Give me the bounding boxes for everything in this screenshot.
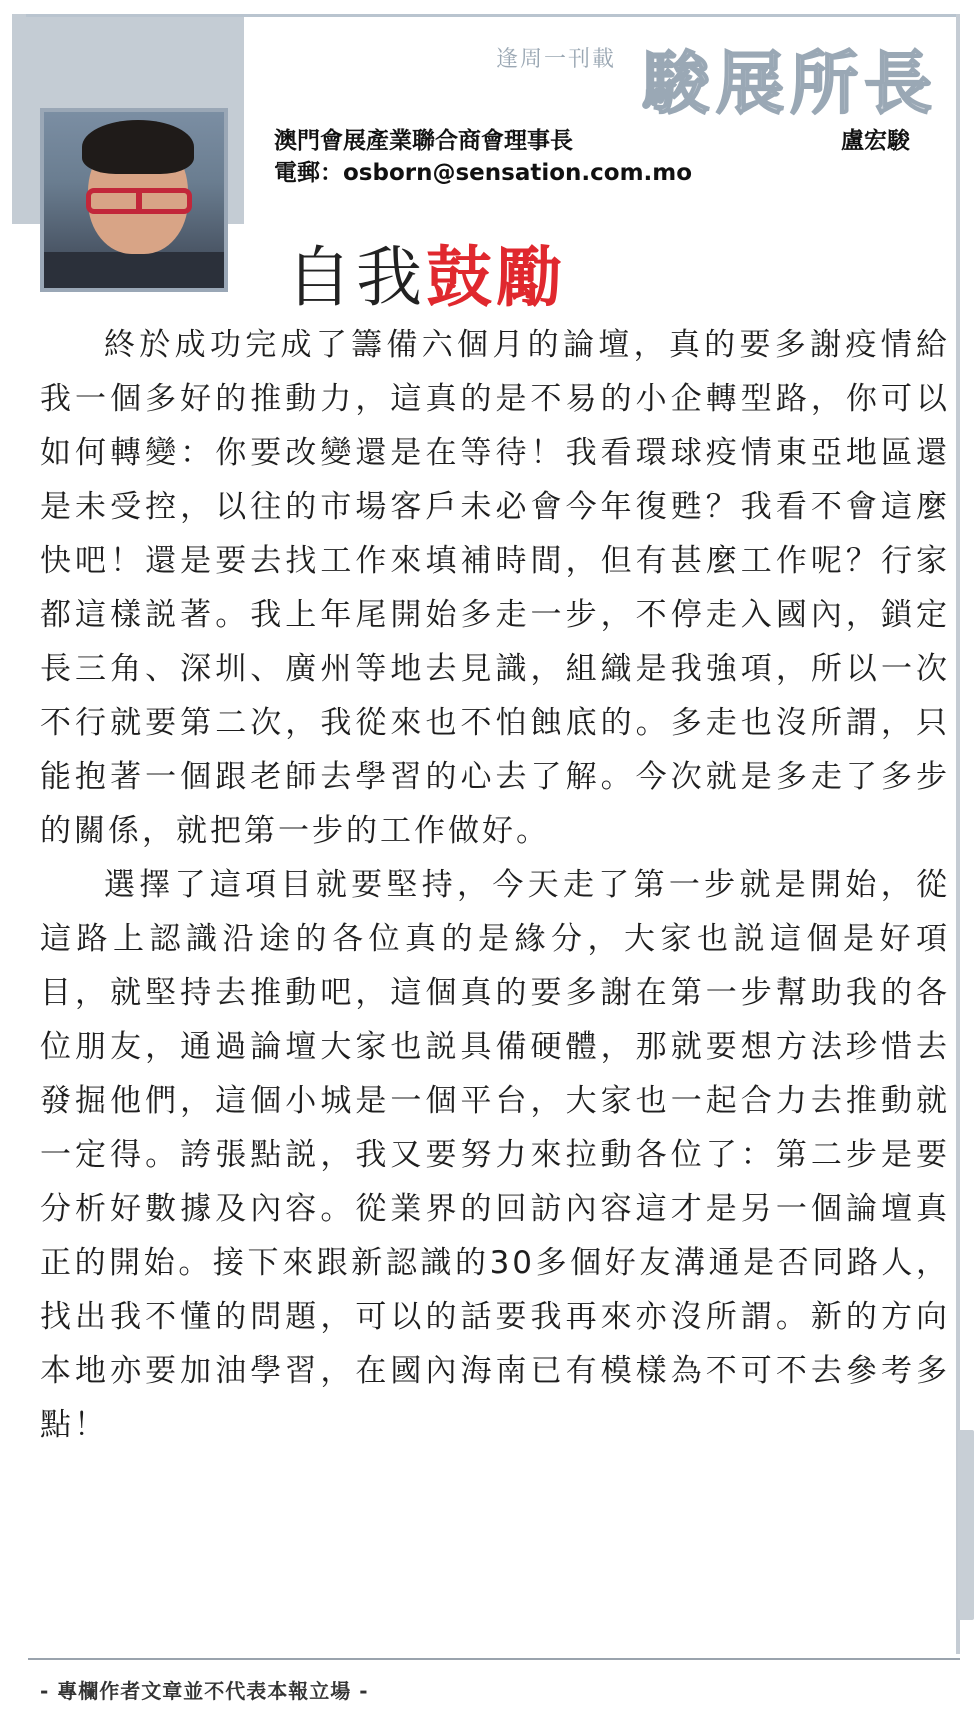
scrollbar-thumb[interactable] (958, 1430, 974, 1620)
author-hair (82, 120, 194, 174)
author-glasses-bridge (136, 188, 142, 214)
article-title (286, 238, 566, 318)
author-email: 電郵：osborn@sensation.com.mo (274, 160, 693, 186)
article-paragraph: 終於成功完成了籌備六個月的論壇，真的要多謝疫情給我一個多好的推動力，這真的是不易的小企轉型路，你可以如何轉變：你要改變還是在等待！我看環球疫情東亞地區還是未受控，以往的市場客戶未必會今年復甦？我看不會這麼快吧！還是要去找工作來填補時間，但有甚麼工作呢？行家都這樣説著。我上年尾開始多走一步，不停走入國內，鎖定長三角、深圳、廣州等地去見識，組織是我強項，所以一次不行就要第二次，我從來也不怕蝕底的。多走也沒所謂，只能抱著一個跟老師去學習的心去了解。今次就是多走了多步的關係，就把第一步的工作做好。 (40, 327, 950, 849)
column-page (12, 10, 960, 1705)
disclaimer: - 專欄作者文章並不代表本報立場 - (40, 1679, 369, 1703)
article-body (40, 318, 950, 1452)
author-photo (40, 108, 228, 292)
column-schedule: 逢周一刊載 (496, 47, 617, 72)
author-name: 盧宏駿 (841, 128, 910, 154)
footer-divider (28, 1658, 960, 1660)
right-border (956, 14, 960, 1654)
top-border (26, 14, 960, 17)
author-jacket (44, 252, 228, 292)
article-title-highlight: 鼓勵 (426, 239, 566, 316)
article-paragraph: 選擇了這項目就要堅持，今天走了第一步就是開始，從這路上認識沿途的各位真的是緣分，大家也説這個是好項目，就堅持去推動吧，這個真的要多謝在第一步幫助我的各位朋友，通過論壇大家也説具備硬體，那就要想方法珍惜去發掘他們，這個小城是一個平台，大家也一起合力去推動就一定得。誇張點説，我又要努力來拉動各位了：第二步是要分析好數據及內容。從業界的回訪內容這才是另一個論壇真正的開始。接下來跟新認識的30多個好友溝通是否同路人，找出我不懂的問題，可以的話要我再來亦沒所謂。新的方向本地亦要加油學習，在國內海南已有模樣為不可不去參考多點！ (40, 867, 950, 1443)
article-title-plain: 自我 (286, 239, 426, 316)
author-role: 澳門會展產業聯合商會理事長 (274, 128, 573, 154)
column-title: 駿展所長 (642, 45, 939, 124)
